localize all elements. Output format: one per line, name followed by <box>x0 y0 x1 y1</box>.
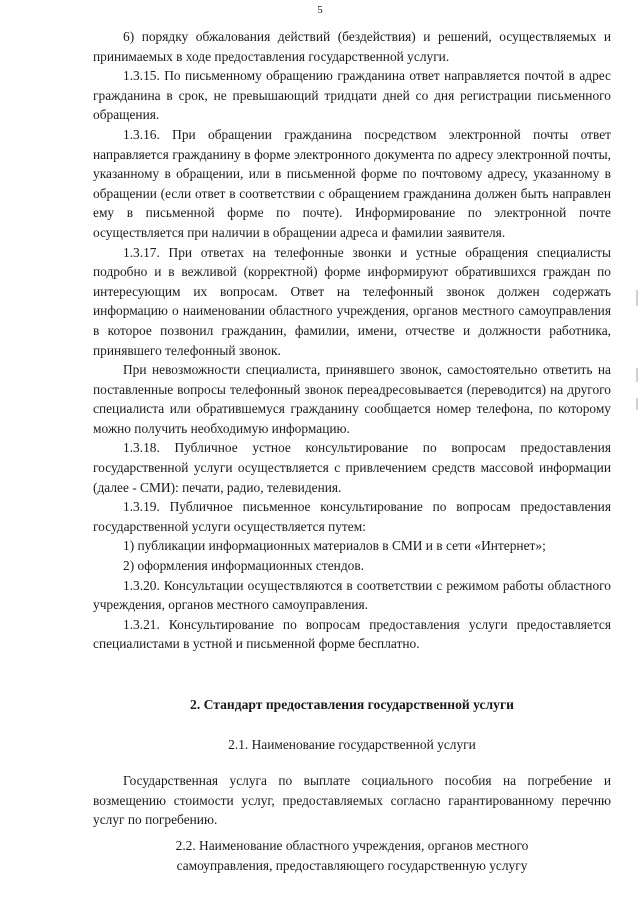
list-item-publications: 1) публикации информационных материалов в СМИ и в сети «Интернет»; <box>123 538 546 554</box>
section-2-1-heading: 2.1. Наименование государственной услуги <box>228 737 476 752</box>
list-item-stands: 2) оформления информационных стендов. <box>123 558 365 574</box>
section-2-heading: 2. Стандарт предоставления государственной услуги <box>190 697 514 712</box>
paragraph-1-3-19: 1.3.19. Публичное письменное консультирование по вопросам предоставления государственной услуги осуществляется путем: <box>93 499 611 534</box>
paragraph-1-3-20: 1.3.20. Консультации осуществляются в соответствии с режимом работы областного учреждения, органов местного самоуправления. <box>93 577 611 613</box>
section-2-2-heading-line2: самоуправления, предоставляющего государственную услугу <box>176 858 528 873</box>
scan-edge-mark <box>636 398 638 410</box>
paragraph-1-3-15: 1.3.15. По письменному обращению гражданина ответ направляется почтой в адрес гражданина в срок, не превышающий тридцати дней со дня регистрации письменного обращения. <box>93 68 611 123</box>
page-number: 5 <box>317 4 323 16</box>
paragraph-call-redirect: При невозможности специалиста, принявшего звонок, самостоятельно ответить на поставленные вопросы телефонный звонок переадресовывается (переводится) на другого специалиста или обратившемуся гражданину сообщается номер телефона, по которому можно получить необходимую информацию. <box>93 362 611 436</box>
section-1-3-body <box>93 27 611 654</box>
paragraph-1-3-17: 1.3.17. При ответах на телефонные звонки и устные обращения специалисты подробно и в вежливой (корректной) форме информируют обратившихся граждан по интересующим их вопросам. Ответ на телефонный звонок должен содержать информацию о наименовании областного учреждения, органов местного самоуправления в которое позвонил гражданин, фамилии, имени, отчестве и должности работника, принявшего телефонный звонок. <box>93 244 611 358</box>
scan-edge-mark <box>636 368 638 382</box>
paragraph-1-3-16: 1.3.16. При обращении гражданина посредством электронной почты ответ направляется гражданину в форме электронного документа по адресу электронной почты, указанному в обращении, или в письменной форме по почтовому адресу, указанному в обращении (если ответ в соответствии с обращением гражданина должен быть направлен ему в письменной форме по почте). Информирование по электронной почте осуществляется при наличии в обращении адреса и фамилии заявителя. <box>93 126 611 240</box>
section-2-2-heading-line1: 2.2. Наименование областного учреждения, органов местного <box>175 838 529 853</box>
paragraph-1-3-21: 1.3.21. Консультирование по вопросам предоставления услуги предоставляется специалистами в устной и письменной форме бесплатно. <box>93 616 611 652</box>
paragraph-appeal-procedure: 6) порядку обжалования действий (бездействия) и решений, осуществляемых и принимаемых в ходе предоставления государственной услуги. <box>93 29 611 64</box>
section-2-1-text: Государственная услуга по выплате социального пособия на погребение и возмещению стоимости услуг, предоставляемых согласно гарантированному перечню услуг по погребению. <box>93 773 611 828</box>
scan-edge-mark <box>636 290 638 306</box>
paragraph-1-3-18: 1.3.18. Публичное устное консультирование по вопросам предоставления государственной услуги осуществляется с привлечением средств массовой информации (далее - СМИ): печати, радио, телевидения. <box>93 440 611 495</box>
